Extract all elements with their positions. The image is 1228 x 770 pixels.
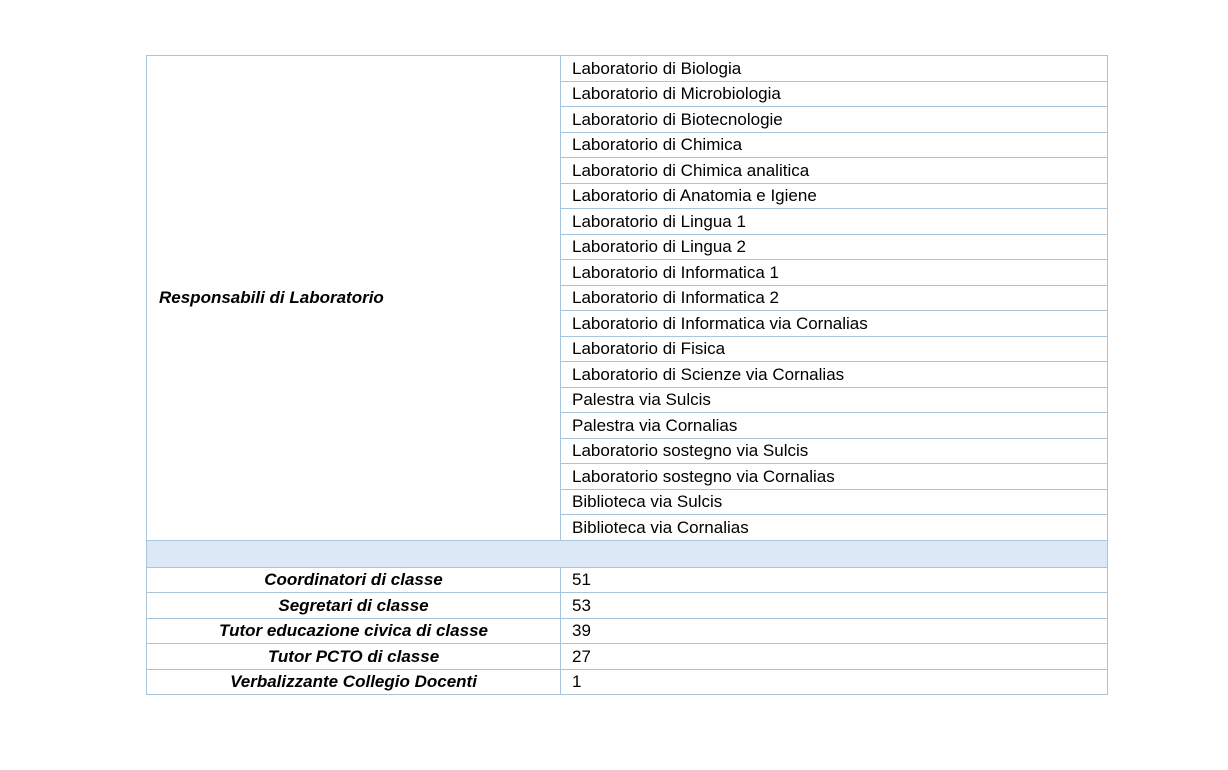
table-row <box>147 618 1108 644</box>
lab-item: Palestra via Cornalias <box>561 413 1108 439</box>
lab-item: Palestra via Sulcis <box>561 387 1108 413</box>
table-row <box>147 593 1108 619</box>
spacer-row <box>147 540 1108 567</box>
role-label: Tutor PCTO di classe <box>147 644 561 670</box>
lab-item: Laboratorio di Anatomia e Igiene <box>561 183 1108 209</box>
role-label: Segretari di classe <box>147 593 561 619</box>
role-value: 53 <box>561 593 1108 619</box>
lab-item: Laboratorio sostegno via Cornalias <box>561 464 1108 490</box>
role-label: Verbalizzante Collegio Docenti <box>147 669 561 695</box>
lab-item: Laboratorio di Chimica analitica <box>561 158 1108 184</box>
table-row <box>147 644 1108 670</box>
lab-item: Laboratorio sostegno via Sulcis <box>561 438 1108 464</box>
lab-item: Laboratorio di Microbiologia <box>561 81 1108 107</box>
lab-managers-label: Responsabili di Laboratorio <box>147 56 561 541</box>
role-value: 1 <box>561 669 1108 695</box>
lab-item: Laboratorio di Chimica <box>561 132 1108 158</box>
lab-item: Laboratorio di Scienze via Cornalias <box>561 362 1108 388</box>
lab-item: Laboratorio di Informatica 2 <box>561 285 1108 311</box>
role-label: Coordinatori di classe <box>147 567 561 593</box>
table-row <box>147 56 1108 82</box>
lab-item: Laboratorio di Biotecnologie <box>561 107 1108 133</box>
lab-item: Laboratorio di Fisica <box>561 336 1108 362</box>
lab-item: Biblioteca via Cornalias <box>561 515 1108 541</box>
role-value: 27 <box>561 644 1108 670</box>
lab-item: Laboratorio di Informatica 1 <box>561 260 1108 286</box>
lab-item: Laboratorio di Informatica via Cornalias <box>561 311 1108 337</box>
table-row <box>147 567 1108 593</box>
table-row <box>147 669 1108 695</box>
lab-item: Biblioteca via Sulcis <box>561 489 1108 515</box>
lab-item: Laboratorio di Biologia <box>561 56 1108 82</box>
spacer-cell <box>147 540 1108 567</box>
staff-roles-table <box>146 55 1108 695</box>
lab-item: Laboratorio di Lingua 2 <box>561 234 1108 260</box>
lab-item: Laboratorio di Lingua 1 <box>561 209 1108 235</box>
role-value: 39 <box>561 618 1108 644</box>
role-value: 51 <box>561 567 1108 593</box>
role-label: Tutor educazione civica di classe <box>147 618 561 644</box>
